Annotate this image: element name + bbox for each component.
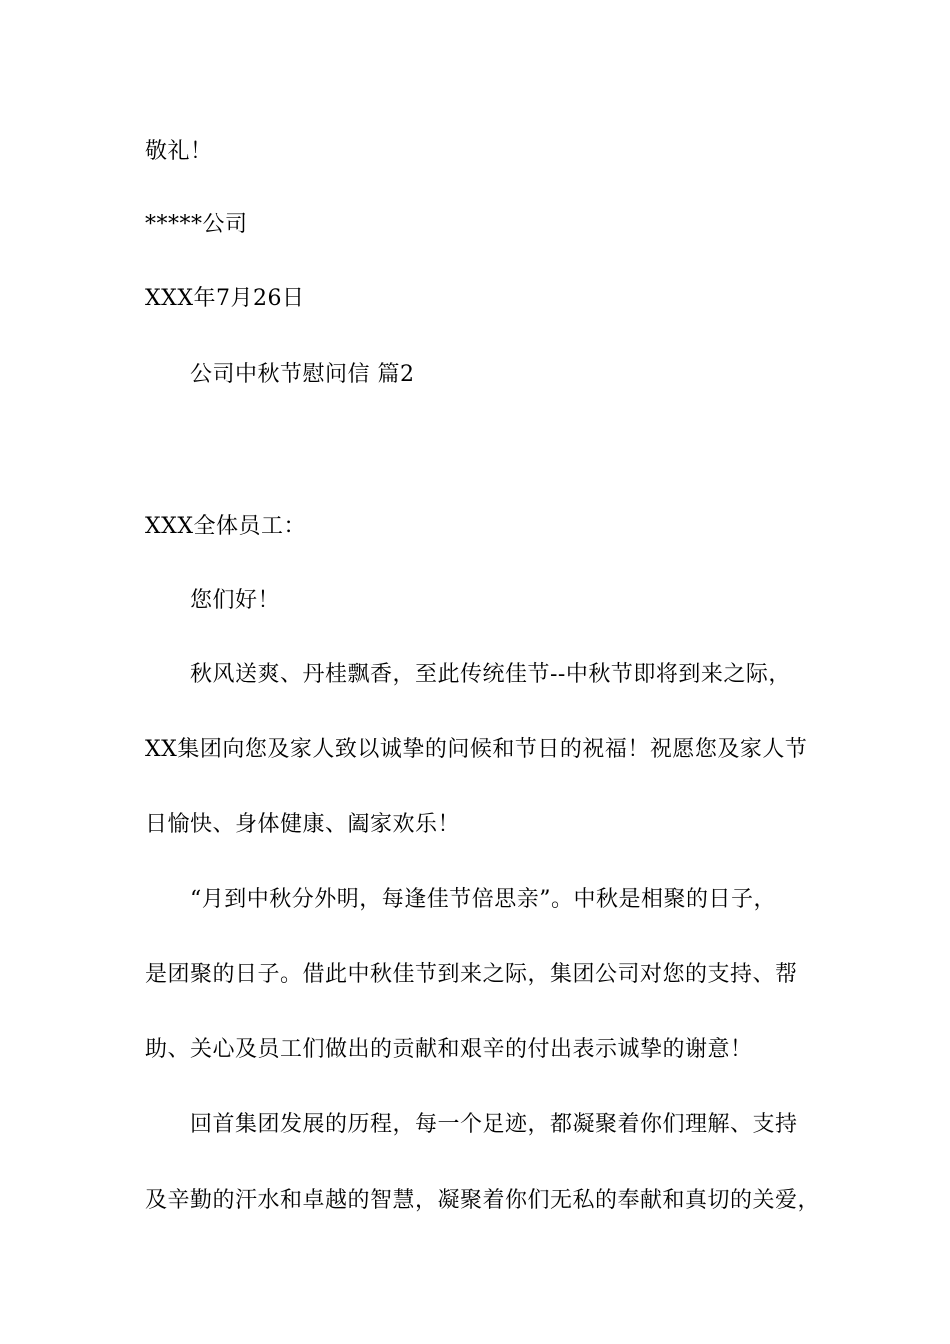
section-heading: 公司中秋节慰问信 篇2	[190, 362, 415, 387]
body-line: 及辛勤的汗水和卓越的智慧，凝聚着你们无私的奉献和真切的关爱，	[145, 1188, 821, 1213]
body-line: 是团聚的日子。借此中秋佳节到来之际，集团公司对您的支持、帮	[145, 962, 798, 987]
body-line: 日愉快、身体健康、阖家欢乐！	[145, 812, 461, 837]
body-line: “月到中秋分外明，每逢佳节倍思亲”。中秋是相聚的日子，	[190, 887, 776, 912]
greeting-line: 您们好！	[190, 588, 281, 613]
company-signature: *****公司	[145, 212, 248, 237]
body-line: 助、关心及员工们做出的贡献和艰辛的付出表示诚挚的谢意！	[145, 1037, 753, 1062]
letter-date: XXX年7月26日	[145, 286, 305, 311]
body-line: 回首集团发展的历程，每一个足迹，都凝聚着你们理解、支持	[190, 1112, 798, 1137]
body-line: 秋风送爽、丹桂飘香，至此传统佳节--中秋节即将到来之际，	[190, 662, 791, 687]
closing-salute: 敬礼！	[145, 139, 213, 164]
body-line: XX集团向您及家人致以诚挚的问候和节日的祝福！祝愿您及家人节	[145, 737, 808, 762]
recipient-line: XXX全体员工：	[145, 514, 306, 539]
